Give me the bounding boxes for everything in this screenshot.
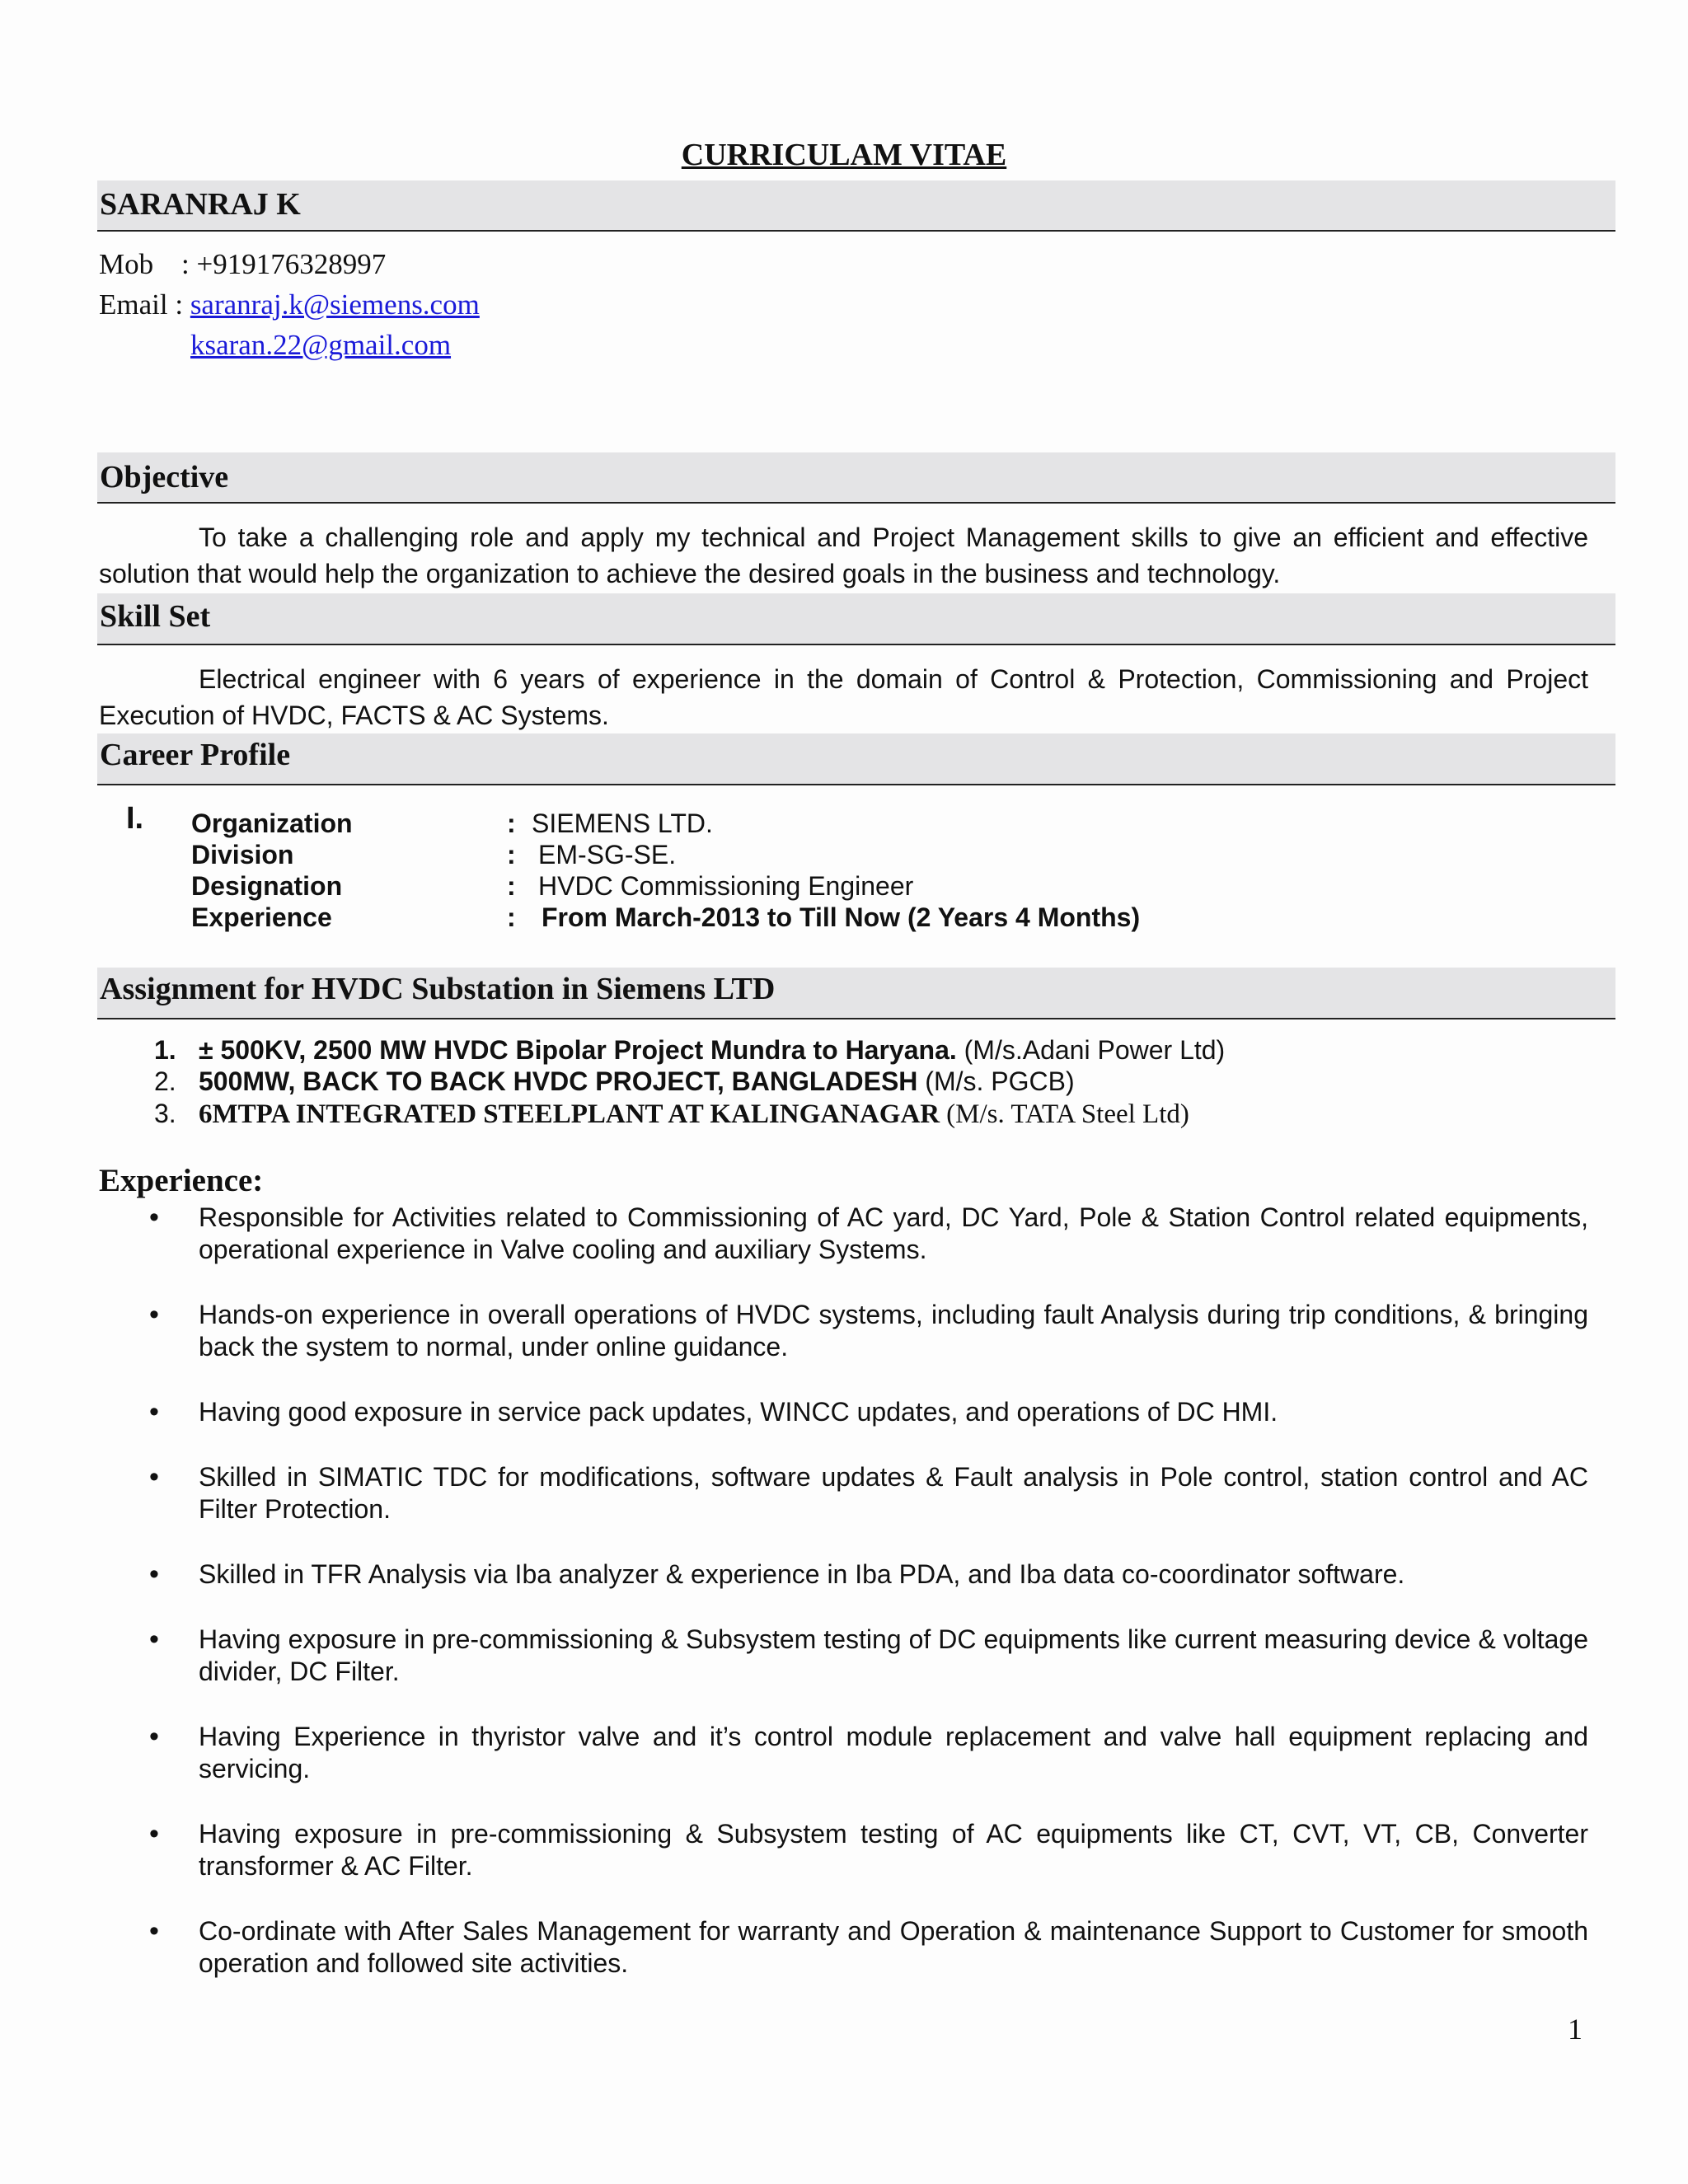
career-row-organization xyxy=(191,808,713,839)
experience-bullet: Responsible for Activities related to Commissioning of AC yard, DC Yard, Pole & Station Control related equipments, operational experience in Valve cooling and auxiliary Systems. xyxy=(199,1202,1588,1264)
assignment-number: 2. xyxy=(154,1066,176,1096)
experience-bullet: Skilled in SIMATIC TDC for modifications, software updates & Fault analysis in Pole control, station control and AC Filter Protection. xyxy=(199,1462,1588,1524)
experience-bullet: Having exposure in pre-commissioning & Subsystem testing of DC equipments like current measuring device & voltage divider, DC Filter. xyxy=(199,1624,1588,1686)
document-title: CURRICULAM VITAE xyxy=(681,138,1007,172)
career-colon: : xyxy=(507,902,516,932)
assignment-project: ± 500KV, 2500 MW HVDC Bipolar Project Mundra to Haryana. xyxy=(199,1035,957,1065)
experience-bullet: Having Experience in thyristor valve and it’s control module replacement and valve hall equipment replacing and servicing. xyxy=(199,1722,1588,1783)
bullet-marker: • xyxy=(149,1624,159,1655)
career-key: Division xyxy=(191,840,294,869)
career-roman-numeral: I. xyxy=(126,801,144,836)
email-line xyxy=(99,284,480,325)
career-value: EM-SG-SE. xyxy=(538,840,677,869)
assignment-item xyxy=(154,1066,1075,1097)
email-label: Email : xyxy=(99,288,184,321)
assignment-item xyxy=(154,1034,1225,1066)
bullet-marker: • xyxy=(149,1915,159,1947)
bullet-marker: • xyxy=(149,1396,159,1427)
career-row-designation xyxy=(191,870,913,902)
bullet-marker: • xyxy=(149,1721,159,1752)
assignment-number: 1. xyxy=(154,1035,176,1065)
bullet-marker: • xyxy=(149,1558,159,1590)
experience-bullet: Skilled in TFR Analysis via Iba analyzer & experience in Iba PDA, and Iba data co-coordinator software. xyxy=(199,1559,1405,1589)
skill-set-heading: Skill Set xyxy=(97,593,1615,645)
assignment-item xyxy=(154,1098,1189,1130)
experience-heading: Experience: xyxy=(99,1163,264,1198)
career-row-division xyxy=(191,839,676,870)
career-value: From March-2013 to Till Now (2 Years 4 Months) xyxy=(542,902,1141,932)
career-colon: : xyxy=(507,840,516,869)
email-line-secondary xyxy=(99,325,480,365)
experience-bullet: Co-ordinate with After Sales Management for warranty and Operation & maintenance Support to Customer for smooth operation and followed site activities. xyxy=(199,1916,1588,1978)
contact-block xyxy=(99,244,480,365)
career-key: Organization xyxy=(191,808,353,838)
name-heading: SARANRAJ K xyxy=(97,180,1615,232)
experience-bullet: Having exposure in pre-commissioning & Subsystem testing of AC equipments like CT, CVT, VT, CB, Converter transformer & AC Filter. xyxy=(199,1819,1588,1881)
email-link-primary[interactable]: saranraj.k@siemens.com xyxy=(190,288,480,321)
career-key: Experience xyxy=(191,902,332,932)
objective-heading: Objective xyxy=(97,452,1615,504)
assignment-client: (M/s. TATA Steel Ltd) xyxy=(946,1099,1189,1129)
bullet-marker: • xyxy=(149,1818,159,1849)
assignment-heading: Assignment for HVDC Substation in Siemens LTD xyxy=(97,968,1615,1019)
career-key: Designation xyxy=(191,871,343,901)
email-link-secondary[interactable]: ksaran.22@gmail.com xyxy=(190,329,452,361)
career-colon: : xyxy=(507,808,516,838)
assignment-project: 500MW, BACK TO BACK HVDC PROJECT, BANGLADESH xyxy=(199,1066,918,1096)
skill-set-text: Electrical engineer with 6 years of experience in the domain of Control & Protection, Commissioning and Project Execution of HVDC, FACTS & AC Systems. xyxy=(99,664,1588,730)
bullet-marker: • xyxy=(149,1461,159,1493)
career-value: SIEMENS LTD. xyxy=(532,808,713,838)
experience-bullet: Hands-on experience in overall operations of HVDC systems, including fault Analysis during trip conditions, & bringing back the system to normal, under online guidance. xyxy=(199,1300,1588,1361)
objective-text: To take a challenging role and apply my technical and Project Management skills to give an efficient and effective solution that would help the organization to achieve the desired goals in the business and technology. xyxy=(99,523,1588,588)
page-number: 1 xyxy=(1568,2013,1582,2046)
mobile-number: : +919176328997 xyxy=(181,248,387,280)
career-row-experience xyxy=(191,902,1140,933)
assignment-number: 3. xyxy=(154,1099,176,1128)
career-profile-heading: Career Profile xyxy=(97,733,1615,785)
mobile-label: Mob xyxy=(99,248,154,280)
assignment-project: 6MTPA INTEGRATED STEELPLANT AT KALINGANAGAR xyxy=(199,1099,940,1129)
bullet-marker: • xyxy=(149,1202,159,1233)
assignment-client: (M/s.Adani Power Ltd) xyxy=(964,1035,1226,1065)
experience-bullet: Having good exposure in service pack updates, WINCC updates, and operations of DC HMI. xyxy=(199,1397,1278,1427)
career-colon: : xyxy=(507,871,516,901)
assignment-client: (M/s. PGCB) xyxy=(925,1066,1075,1096)
mobile-line xyxy=(99,244,480,284)
career-value: HVDC Commissioning Engineer xyxy=(538,871,914,901)
bullet-marker: • xyxy=(149,1299,159,1330)
